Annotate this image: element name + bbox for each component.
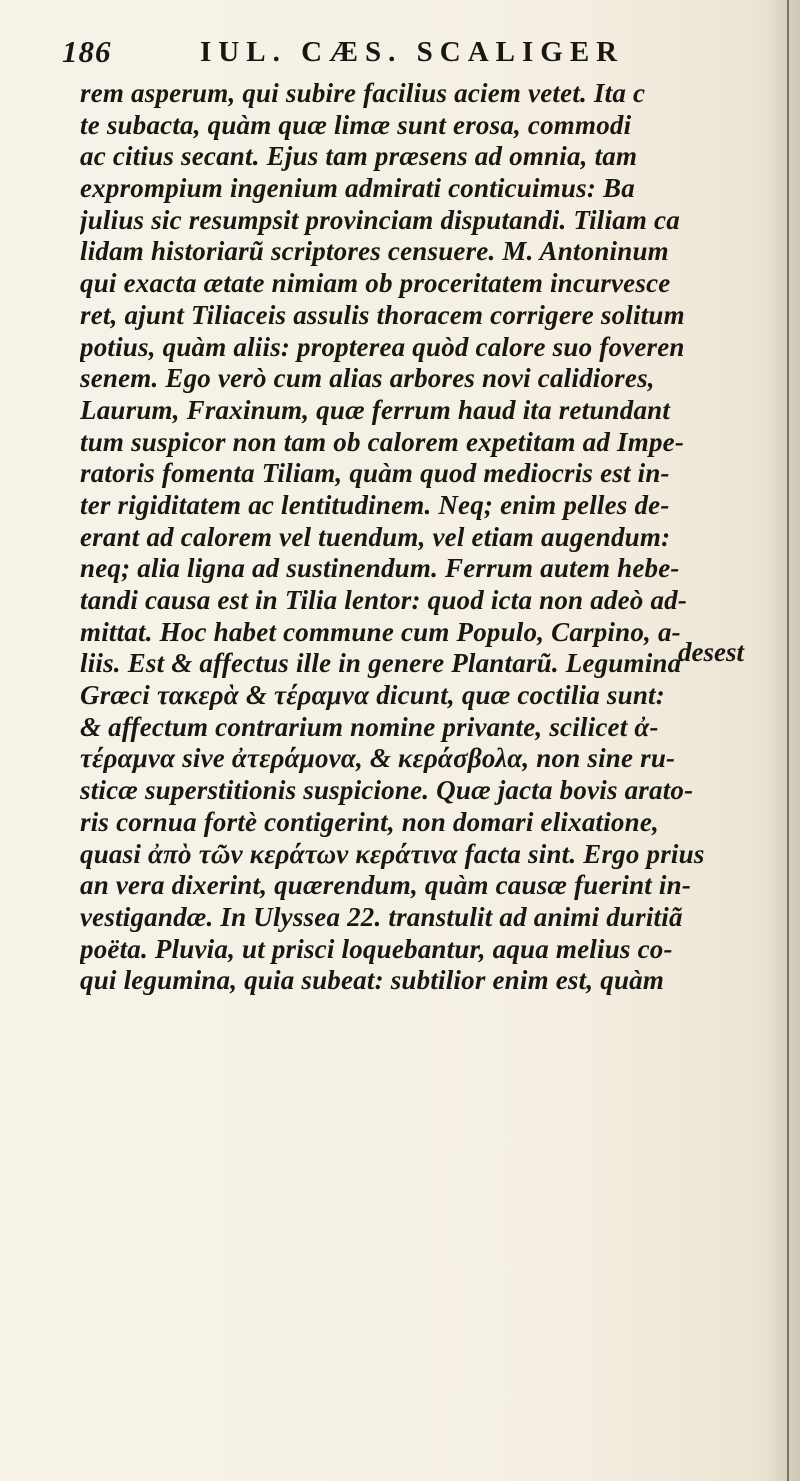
body-text bbox=[80, 78, 790, 997]
text-line: rem asperum, qui subire facilius aciem vetet. Ita c bbox=[80, 78, 646, 108]
text-line: te subacta, quàm quæ limæ sunt erosa, commodi bbox=[80, 109, 632, 140]
text-line: ratoris fomenta Tiliam, quàm quod mediocris est in- bbox=[80, 458, 670, 489]
text-line: τέραμνα sive ἀτεράμονα, & κεράσβολα, non sine ru- bbox=[80, 743, 676, 774]
text-line: ret, ajunt Tiliaceis assulis thoracem corrigere solitum bbox=[80, 299, 685, 330]
text-line: potius, quàm aliis: propterea quòd calore suo foveren bbox=[80, 331, 685, 362]
text-line: & affectum contrarium nomine privante, scilicet ἀ- bbox=[80, 711, 659, 742]
text-line: sticæ superstitionis suspicione. Quæ jacta bovis arato- bbox=[80, 775, 694, 806]
text-line: erant ad calorem vel tuendum, vel etiam augendum: bbox=[80, 521, 671, 552]
text-line: ris cornua fortè contigerint, non domari elixatione, bbox=[80, 806, 659, 837]
text-line: ter rigiditatem ac lentitudinem. Neq; enim pelles de- bbox=[80, 489, 670, 520]
text-line: poëta. Pluvia, ut prisci loquebantur, aqua melius co- bbox=[80, 933, 673, 964]
text-line: Græci τακερὰ & τέραμνα dicunt, quæ coctilia sunt: bbox=[80, 680, 665, 711]
text-line: exprompium ingenium admirati conticuimus: Ba bbox=[80, 173, 635, 204]
text-line: Laurum, Fraxinum, quæ ferrum haud ita retundant bbox=[80, 394, 671, 425]
catchword: desest bbox=[678, 637, 744, 667]
page-header bbox=[62, 34, 782, 74]
running-head: IUL. CÆS. SCALIGER bbox=[200, 36, 625, 68]
text-line: tandi causa est in Tilia lentor: quod icta non adeò ad- bbox=[80, 585, 688, 615]
text-line: tum suspicor non tam ob calorem expetitam ad Impe- bbox=[80, 426, 685, 457]
text-line: mittat. Hoc habet commune cum Populo, Carpino, a- bbox=[80, 616, 681, 647]
text-line: julius sic resumpsit provinciam disputandi. Tiliam ca bbox=[80, 204, 680, 235]
text-line: lidam historiarũ scriptores censuere. M. Antoninum bbox=[80, 236, 669, 267]
text-line: liis. Est & affectus ille in genere Plantarũ. Legumina bbox=[80, 648, 682, 679]
text-line: neq; alia ligna ad sustinendum. Ferrum autem hebe- bbox=[80, 553, 680, 584]
text-line: senem. Ego verò cum alias arbores novi calidiores, bbox=[80, 363, 655, 394]
page-number: 186 bbox=[62, 34, 112, 69]
text-line: vestigandæ. In Ulyssea 22. transtulit ad animi duritiã bbox=[80, 901, 683, 932]
text-line: qui legumina, quia subeat: subtilior enim est, quàm bbox=[80, 965, 665, 996]
text-line: quasi ἀπὸ τῶν κεράτων κεράτινα facta sint. Ergo prius bbox=[80, 838, 705, 869]
text-line: ac citius secant. Ejus tam præsens ad omnia, tam bbox=[80, 141, 638, 172]
text-line: qui exacta ætate nimiam ob proceritatem incurvesce bbox=[80, 268, 671, 299]
text-line: an vera dixerint, quærendum, quàm causæ fuerint in- bbox=[80, 870, 692, 901]
